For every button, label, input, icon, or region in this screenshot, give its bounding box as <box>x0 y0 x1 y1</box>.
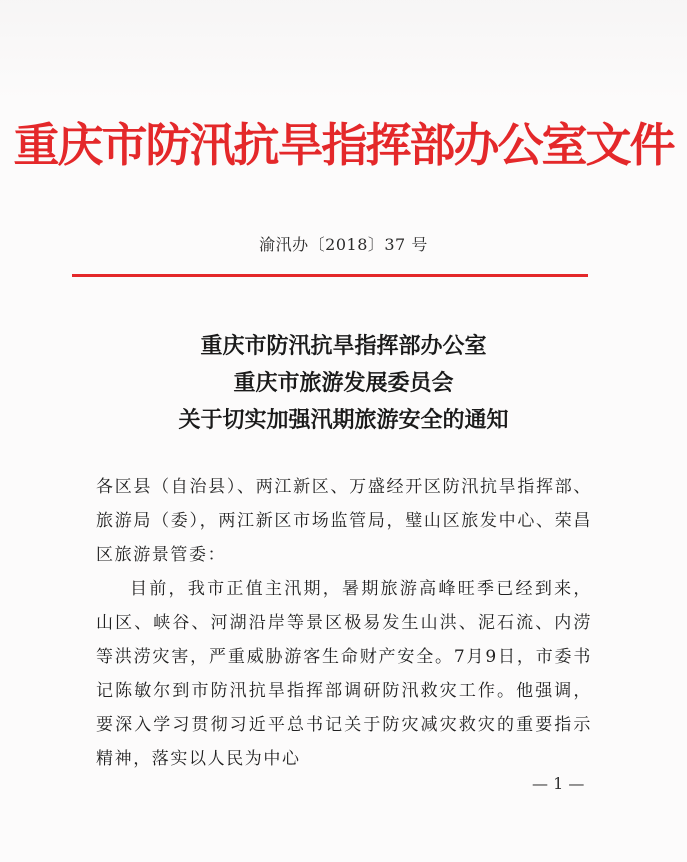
salutation: 各区县（自治县）、两江新区、万盛经开区防汛抗旱指挥部、旅游局（委），两江新区市场监管局，璧山区旅发中心、荣昌区旅游景管委： <box>96 477 592 565</box>
body-paragraph-1: 目前，我市正值主汛期，暑期旅游高峰旺季已经到来，山区、峡谷、河湖沿岸等景区极易发生山洪、泥石流、内涝等洪涝灾害，严重威胁游客生命财产安全。7月9日，市委书记陈敏尔到市防汛抗旱指挥部调研防汛救灾工作。他强调，要深入学习贯彻习近平总书记关于防灾减灾救灾的重要指示精神，落实以人民为中心 <box>96 579 592 769</box>
document-number: 渝汛办〔2018〕37 号 <box>259 235 428 254</box>
document-header-title: 重庆市防汛抗旱指挥部办公室文件 <box>13 118 674 172</box>
notice-title <box>0 328 687 439</box>
red-divider-line <box>72 274 588 277</box>
notice-title-line-2: 重庆市旅游发展委员会 <box>233 371 454 396</box>
bleed-through-shading <box>0 0 687 100</box>
document-body <box>96 470 592 776</box>
notice-title-line-1: 重庆市防汛抗旱指挥部办公室 <box>200 334 487 359</box>
page-number: — 1 — <box>532 774 585 793</box>
notice-title-line-3: 关于切实加强汛期旅游安全的通知 <box>178 408 509 433</box>
